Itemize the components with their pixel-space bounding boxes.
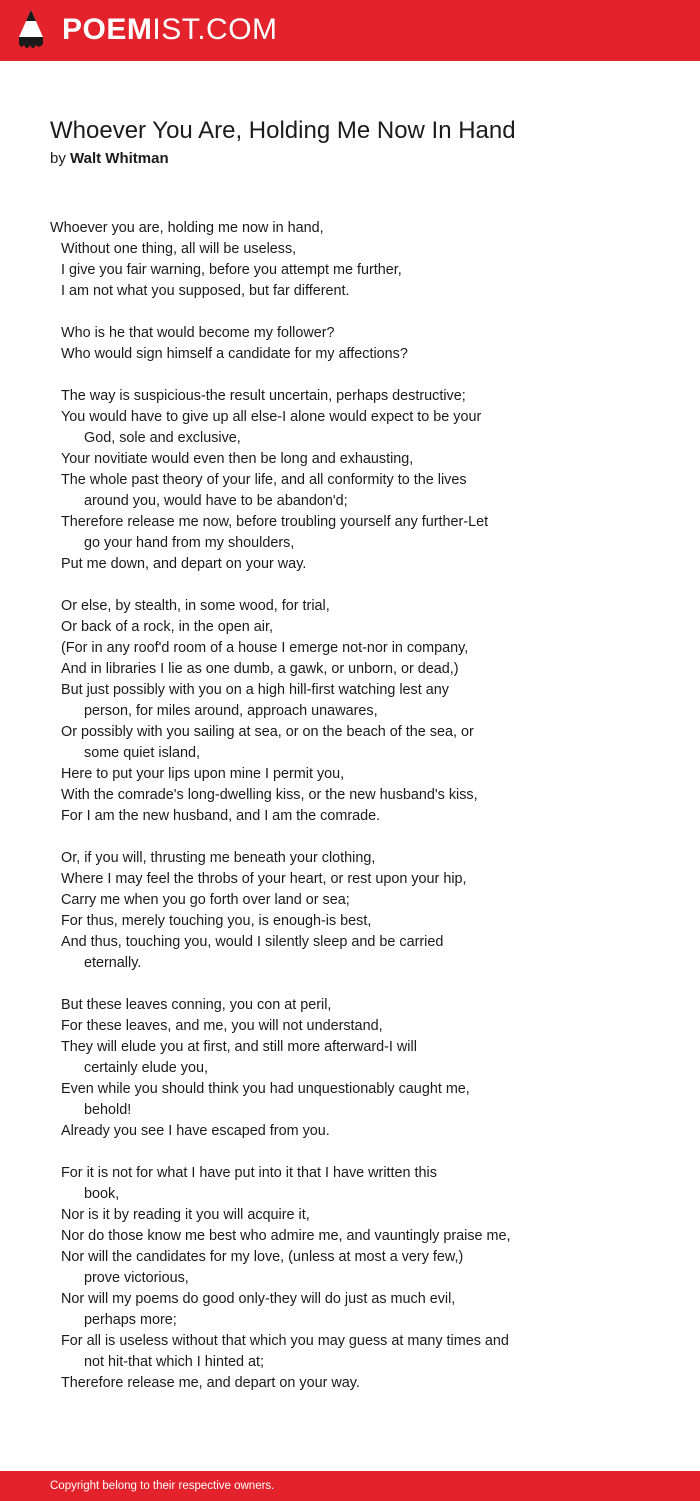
poem-line: person, for miles around, approach unawares,	[84, 703, 378, 719]
poem-line: not hit-that which I hinted at;	[84, 1354, 264, 1370]
stanza-break	[50, 827, 670, 848]
poem-line: eternally.	[84, 955, 142, 971]
poem-line: around you, would have to be abandon'd;	[84, 493, 348, 509]
poem-line: And in libraries I lie as one dumb, a gawk, or unborn, or dead,)	[61, 661, 459, 677]
poem-body	[50, 218, 670, 1394]
poem-line: Who is he that would become my follower?	[61, 325, 335, 341]
poem-line: Where I may feel the throbs of your heart, or rest upon your hip,	[61, 871, 467, 887]
poem-line: Put me down, and depart on your way.	[61, 556, 307, 572]
poem-line: You would have to give up all else-I alone would expect to be your	[61, 409, 482, 425]
poem-line: With the comrade's long-dwelling kiss, or the new husband's kiss,	[61, 787, 478, 803]
poem-line: behold!	[84, 1102, 132, 1118]
poem-line: certainly elude you,	[84, 1060, 208, 1076]
poem-line: I give you fair warning, before you attempt me further,	[61, 262, 402, 278]
poem-line: perhaps more;	[84, 1312, 177, 1328]
poem-line: book,	[84, 1186, 120, 1202]
poem-line: Nor will my poems do good only-they will do just as much evil,	[61, 1291, 456, 1307]
copyright-text: Copyright belong to their respective owners.	[50, 1480, 275, 1492]
poem-line: Nor will the candidates for my love, (unless at most a very few,)	[61, 1249, 464, 1265]
poem-line: The whole past theory of your life, and all conformity to the lives	[61, 472, 467, 488]
site-logo-link[interactable]	[62, 13, 278, 47]
poem-line: For these leaves, and me, you will not understand,	[61, 1018, 383, 1034]
poem-line: But just possibly with you on a high hill-first watching lest any	[61, 682, 449, 698]
poem-line: Or possibly with you sailing at sea, or on the beach of the sea, or	[61, 724, 474, 740]
poem-line: Therefore release me now, before troubling yourself any further-Let	[61, 514, 489, 530]
poem-line: For all is useless without that which you may guess at many times and	[61, 1333, 509, 1349]
stanza-break	[50, 1142, 670, 1163]
poem-line: Or back of a rock, in the open air,	[61, 619, 273, 635]
byline	[50, 149, 169, 169]
poem-line: Here to put your lips upon mine I permit you,	[61, 766, 345, 782]
poem-title: Whoever You Are, Holding Me Now In Hand	[50, 117, 516, 144]
poem-line: Or, if you will, thrusting me beneath your clothing,	[61, 850, 376, 866]
site-footer	[0, 1471, 700, 1501]
poem-line: For thus, merely touching you, is enough-is best,	[61, 913, 372, 929]
poem-line: Whoever you are, holding me now in hand,	[50, 220, 324, 236]
poem-line: some quiet island,	[84, 745, 200, 761]
poem-line: I am not what you supposed, but far different.	[61, 283, 350, 299]
poem-line: For I am the new husband, and I am the comrade.	[61, 808, 381, 824]
poem-line: Therefore release me, and depart on your way.	[61, 1375, 360, 1391]
poem-line: (For in any roof'd room of a house I emerge not-nor in company,	[61, 640, 469, 656]
site-header	[0, 0, 700, 61]
poem-line: For it is not for what I have put into it that I have written this	[61, 1165, 437, 1181]
poem-line: The way is suspicious-the result uncertain, perhaps destructive;	[61, 388, 466, 404]
stanza-break	[50, 575, 670, 596]
author-name: Walt Whitman	[70, 150, 169, 167]
poem-line: Nor is it by reading it you will acquire it,	[61, 1207, 310, 1223]
stanza-break	[50, 365, 670, 386]
poem-line: prove victorious,	[84, 1270, 189, 1286]
pencil-tip-icon	[17, 9, 45, 53]
poem-line: Your novitiate would even then be long and exhausting,	[61, 451, 414, 467]
by-label: by	[50, 150, 66, 167]
poem-line: Or else, by stealth, in some wood, for trial,	[61, 598, 330, 614]
poem-line: go your hand from my shoulders,	[84, 535, 295, 551]
poem-line: God, sole and exclusive,	[84, 430, 241, 446]
brand-light-text: IST.COM	[152, 13, 278, 46]
poem-line: They will elude you at first, and still more afterward-I will	[61, 1039, 417, 1055]
poem-line: And thus, touching you, would I silently sleep and be carried	[61, 934, 444, 950]
poem-line: Carry me when you go forth over land or sea;	[61, 892, 350, 908]
poem-line: Nor do those know me best who admire me, and vauntingly praise me,	[61, 1228, 511, 1244]
poem-line: But these leaves conning, you con at peril,	[61, 997, 332, 1013]
stanza-break	[50, 302, 670, 323]
poem-line: Without one thing, all will be useless,	[61, 241, 297, 257]
poem-line: Already you see I have escaped from you.	[61, 1123, 330, 1139]
poem-line: Who would sign himself a candidate for my affections?	[61, 346, 408, 362]
stanza-break	[50, 974, 670, 995]
poem-line: Even while you should think you had unquestionably caught me,	[61, 1081, 470, 1097]
brand-bold-text: POEM	[62, 13, 153, 46]
